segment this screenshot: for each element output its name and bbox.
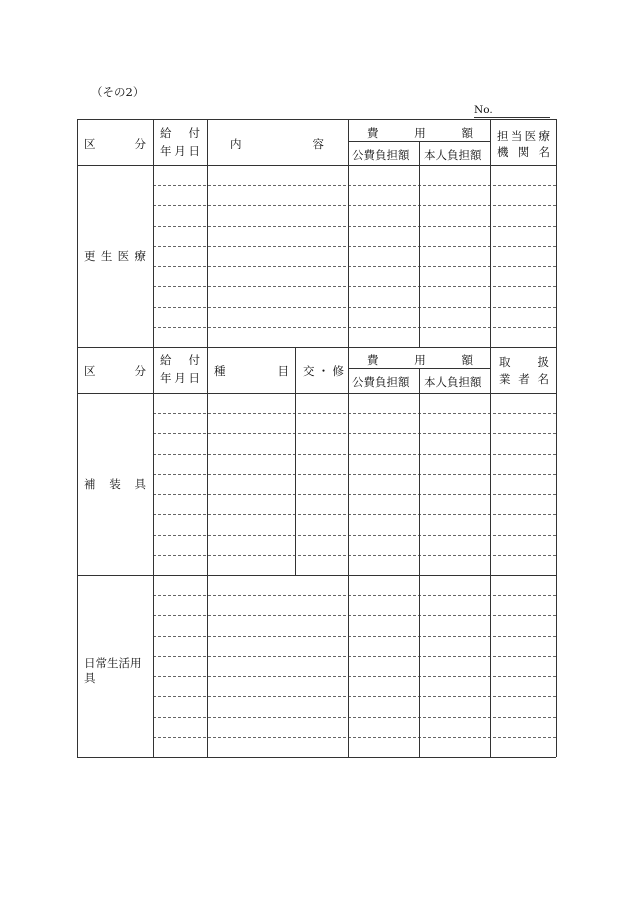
table-rule — [77, 575, 556, 576]
category-medical: 更生医療 — [84, 249, 146, 263]
date-header-bottom-medical: 年月日 — [160, 144, 200, 158]
table-row-rule — [153, 636, 556, 637]
table-row-rule — [153, 327, 556, 328]
cost-header-device: 費 用 額 — [367, 353, 473, 367]
table-row-rule — [153, 454, 556, 455]
facility-header-top: 担当医療 — [497, 129, 550, 143]
table-row-rule — [153, 307, 556, 308]
number-label: No. — [474, 104, 493, 116]
facility-header-bottom: 機関名 — [497, 145, 550, 159]
table-row-rule — [153, 266, 556, 267]
table-row-rule — [153, 474, 556, 475]
exchange-repair-header: 交・修 — [303, 364, 344, 378]
table-row-rule — [153, 246, 556, 247]
table-row-rule — [153, 185, 556, 186]
public-burden-header-medical: 公費負担額 — [352, 148, 410, 162]
table-row-rule — [153, 555, 556, 556]
kubun-header-medical: 区 分 — [84, 137, 146, 151]
table-column-rule — [419, 141, 420, 347]
kubun-header-device: 区 分 — [84, 364, 146, 378]
table-row-rule — [153, 676, 556, 677]
cost-header-medical: 費 用 額 — [367, 126, 473, 140]
table-column-rule — [490, 119, 491, 757]
handler-header-top: 取 扱 — [499, 355, 549, 369]
table-row-rule — [153, 595, 556, 596]
table-row-rule — [153, 413, 556, 414]
table-row-rule — [153, 286, 556, 287]
table-column-rule — [295, 347, 296, 575]
table-row-rule — [153, 226, 556, 227]
public-burden-header-device: 公費負担額 — [352, 375, 410, 389]
table-column-rule — [556, 119, 557, 757]
handler-header-bottom: 業者名 — [499, 372, 549, 386]
table-column-rule — [348, 119, 349, 757]
table-rule — [77, 393, 556, 394]
table-rule — [77, 119, 556, 120]
table-row-rule — [153, 205, 556, 206]
table-rule — [77, 347, 556, 348]
date-header-top-medical: 給 付 — [160, 126, 200, 140]
table-rule — [77, 757, 556, 758]
table-row-rule — [153, 717, 556, 718]
table-column-rule — [419, 368, 420, 757]
table-row-rule — [153, 535, 556, 536]
table-row-rule — [153, 433, 556, 434]
self-burden-header-device: 本人負担額 — [424, 375, 482, 389]
table-column-rule — [77, 119, 78, 757]
date-header-top-device: 給 付 — [160, 353, 200, 367]
table-column-rule — [207, 119, 208, 757]
table-row-rule — [153, 737, 556, 738]
item-header: 種 目 — [214, 364, 289, 378]
table-row-rule — [153, 615, 556, 616]
form-caption: （その2） — [91, 85, 145, 99]
table-column-rule — [153, 119, 154, 757]
date-header-bottom-device: 年月日 — [160, 371, 200, 385]
category-device: 補 装 具 — [84, 477, 146, 491]
content-header: 内 容 — [230, 137, 324, 151]
table-rule — [77, 165, 556, 166]
self-burden-header-medical: 本人負担額 — [424, 148, 482, 162]
category-daily-line2: 具 — [84, 671, 96, 685]
table-row-rule — [153, 514, 556, 515]
table-row-rule — [153, 696, 556, 697]
table-row-rule — [153, 494, 556, 495]
category-daily-line1: 日常生活用 — [84, 656, 142, 670]
table-row-rule — [153, 656, 556, 657]
